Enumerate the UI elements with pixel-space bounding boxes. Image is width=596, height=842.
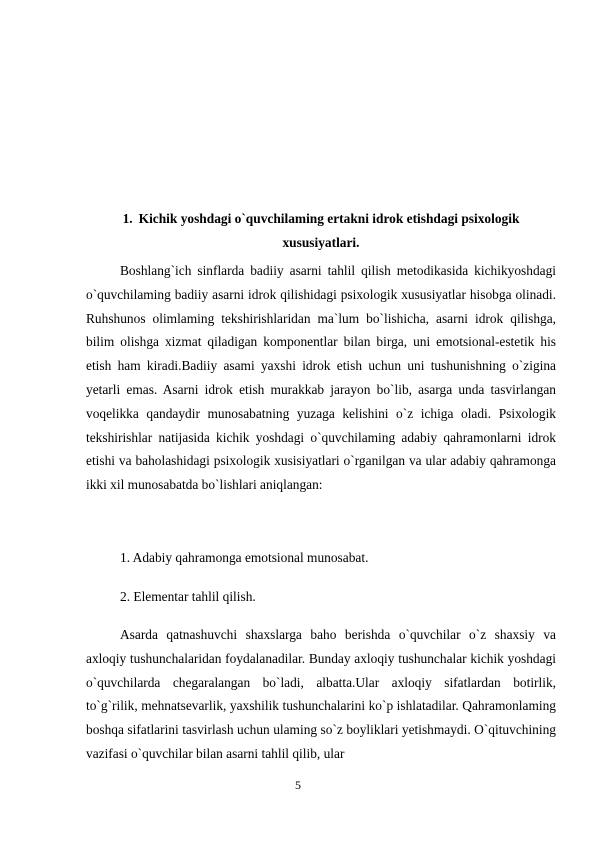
- section-heading: [86, 207, 556, 255]
- heading-number: 1.: [122, 211, 133, 226]
- paragraph-2: Asarda qatnashuvchi shaxslarga baho berishda o`quvchilar o`z shaxsiy va axloqiy tushunchalaridan foydalanadilar. Bunday axloqiy tushunchalar kichik yoshdagi o`quvchilarda chegaralangan bo`ladi, albatta.Ular axloqiy sifatlardan botirlik, to`g`rilik, mehnatsevarlik, yaxshilik tushunchalarini ko`p ishlatadilar. Qahramonlaming boshqa sifatlarini tasvirlash uchun ulaming so`z boyliklari yetishmaydi. O`qituvchining vazifasi o`quvchilar bilan asarni tahlil qilib, ular: [86, 627, 556, 761]
- heading-title: Kichik yoshdagi o`quvchilaming ertakni idrok etishdagi psixologik xususiyatlari.: [138, 211, 520, 250]
- page-number: 5: [295, 778, 301, 792]
- list-item: 2. Elementar tahlil qilish.: [120, 589, 256, 604]
- paragraph-1: Boshlang`ich sinflarda badiiy asarni tahlil qilish metodikasida kichikyoshdagi o`quvchilaming badiiy asarni idrok qilishidagi psixologik xususiyatlar hisobga olinadi. Ruhshunos olimlaming tekshirishlaridan ma`lum bo`lishicha, asarni idrok qilishga, bilim olishga xizmat qiladigan komponentlar bilan birga, uni emotsional-estetik his etish ham kiradi.Badiiy asami yaxshi idrok etish uchun uni tushunishning o`zigina yetarli emas. Asarni idrok etish murakkab jarayon bo`lib, asarga unda tasvirlangan voqelikka qandaydir munosabatning yuzaga kelishini o`z ichiga oladi. Psixologik tekshirishlar natijasida kichik yoshdagi o`quvchilaming adabiy qahramonlarni idrok etishi va baholashidagi psixologik xusisiyatlari o`rganilgan va ular adabiy qahramonga ikki xil munosabatda bo`lishlari aniqlangan:: [86, 263, 556, 493]
- list-item: 1. Adabiy qahramonga emotsional munosabat.: [120, 550, 369, 565]
